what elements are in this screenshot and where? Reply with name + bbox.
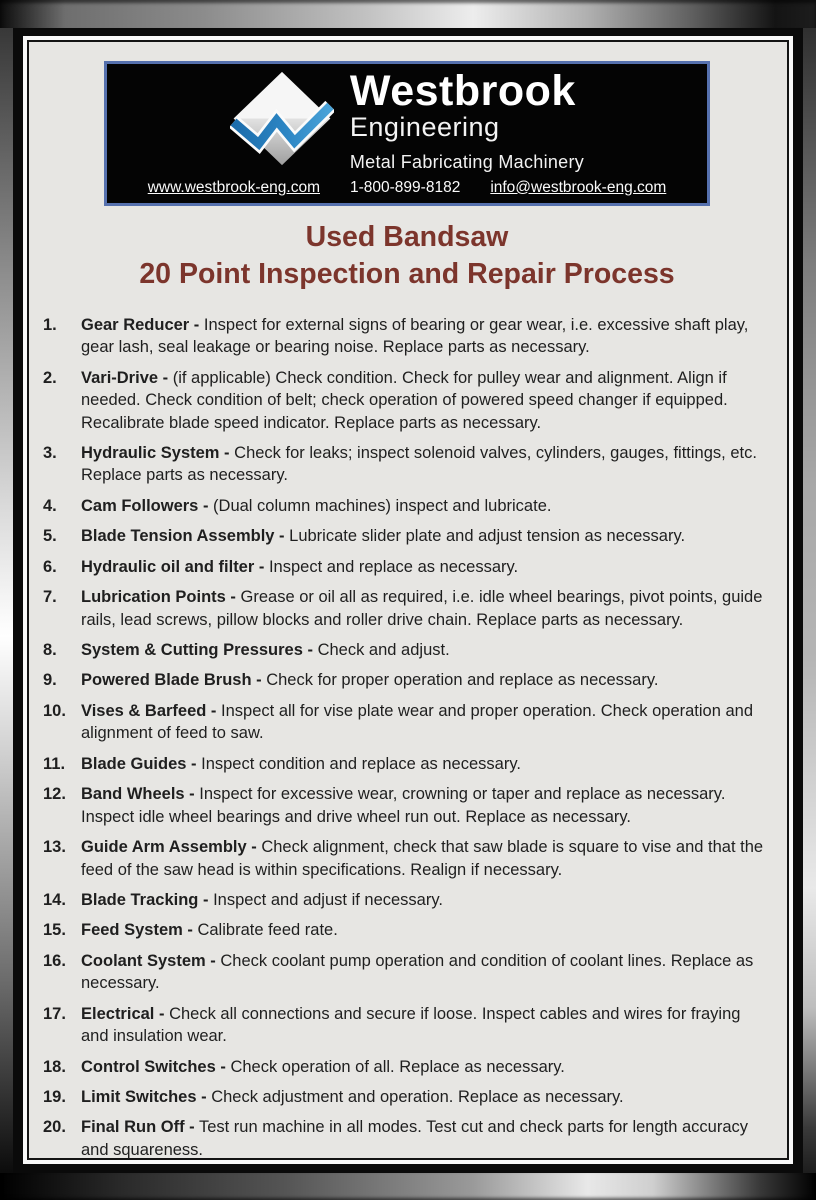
list-item	[43, 889, 771, 911]
item-number: 18.	[43, 1057, 66, 1076]
item-text: Electrical - Check all connections and secure if loose. Inspect cables and wires for fraying and insulation wear.	[81, 1004, 741, 1046]
item-text: Blade Tracking - Inspect and adjust if necessary.	[81, 890, 443, 909]
document-border	[13, 28, 803, 1173]
item-text: Blade Tension Assembly - Lubricate slider plate and adjust tension as necessary.	[81, 527, 686, 546]
item-label: Feed System -	[81, 921, 193, 940]
item-number: 3.	[43, 443, 57, 462]
list-item	[43, 700, 771, 745]
document	[23, 36, 793, 1164]
website-link[interactable]: www.westbrook-eng.com	[147, 178, 320, 196]
list-item	[43, 669, 771, 691]
item-text: Lubrication Points - Grease or oil all as required, i.e. idle wheel bearings, pivot points, guide rails, lead screws, pillow blocks and roller drive chain. Replace parts as necessary.	[81, 588, 763, 629]
brand-tagline: Metal Fabricating Machinery	[349, 151, 585, 172]
item-text: Hydraulic System - Check for leaks; inspect solenoid valves, cylinders, gauges, fittings, etc. Replace parts as necessary.	[81, 443, 757, 485]
inspection-list	[43, 314, 771, 1162]
brand-header	[104, 61, 710, 206]
brand-header-top	[117, 67, 697, 173]
list-item	[43, 367, 771, 434]
metal-frame-bottom	[0, 1173, 816, 1200]
item-label: Blade Tension Assembly -	[81, 527, 285, 546]
list-item	[43, 919, 771, 941]
metal-frame-left	[0, 0, 13, 1200]
westbrook-diamond-logo-icon	[230, 70, 334, 172]
list-item	[43, 783, 771, 828]
item-number: 2.	[43, 368, 57, 387]
item-label: Coolant System -	[81, 951, 216, 970]
item-label: Electrical -	[81, 1004, 165, 1023]
email-link[interactable]: info@westbrook-eng.com	[490, 178, 667, 196]
item-number: 20.	[43, 1118, 66, 1137]
list-item	[43, 586, 771, 631]
list-item	[43, 1056, 771, 1078]
item-number: 15.	[43, 921, 66, 940]
item-text: Limit Switches - Check adjustment and operation. Replace as necessary.	[81, 1088, 624, 1107]
item-label: Cam Followers -	[81, 496, 209, 515]
phone-number: 1-800-899-8182	[350, 178, 461, 196]
page-title	[43, 219, 771, 293]
list-item	[43, 836, 771, 881]
list-item	[43, 1116, 771, 1161]
item-number: 12.	[43, 785, 66, 804]
item-label: Blade Guides -	[81, 754, 197, 773]
item-number: 19.	[43, 1088, 66, 1107]
item-number: 5.	[43, 527, 57, 546]
list-item	[43, 495, 771, 517]
item-number: 4.	[43, 496, 57, 515]
item-text: Band Wheels - Inspect for excessive wear, crowning or taper and replace as necessary. Inspect idle wheel bearings and drive wheel run out. Replace as necessary.	[81, 785, 726, 826]
contact-row	[117, 179, 697, 197]
item-label: Gear Reducer -	[81, 315, 200, 334]
item-text: Powered Blade Brush - Check for proper operation and replace as necessary.	[81, 671, 659, 690]
item-number: 17.	[43, 1004, 66, 1023]
item-text: Vari-Drive - (if applicable) Check condition. Check for pulley wear and alignment. Align if needed. Check condition of belt; check operation of powered speed changer if equipped. Recalibrate blade speed indicator. Replace parts as necessary.	[81, 368, 728, 432]
item-label: Guide Arm Assembly -	[81, 838, 257, 857]
item-text: Final Run Off - Test run machine in all modes. Test cut and check parts for length accuracy and squareness.	[81, 1118, 749, 1159]
list-item	[43, 556, 771, 578]
item-number: 8.	[43, 641, 57, 660]
item-text: Hydraulic oil and filter - Inspect and replace as necessary.	[81, 557, 519, 576]
item-text: Vises & Barfeed - Inspect all for vise plate wear and proper operation. Check operation and alignment of feed to saw.	[81, 701, 754, 743]
item-text: Cam Followers - (Dual column machines) inspect and lubricate.	[81, 496, 552, 515]
item-label: Vari-Drive -	[81, 368, 169, 387]
brand-name: Westbrook	[349, 67, 576, 115]
list-item	[43, 442, 771, 487]
item-text: Feed System - Calibrate feed rate.	[81, 921, 338, 940]
item-text: System & Cutting Pressures - Check and adjust.	[81, 641, 450, 660]
item-label: Hydraulic System -	[81, 443, 230, 462]
item-label: System & Cutting Pressures -	[81, 641, 313, 660]
item-number: 11.	[43, 754, 66, 773]
page-title-line1: Used Bandsaw	[305, 220, 509, 253]
item-label: Hydraulic oil and filter -	[81, 557, 265, 576]
brand-subtitle: Engineering	[349, 112, 500, 142]
item-label: Limit Switches -	[81, 1088, 207, 1107]
item-number: 6.	[43, 557, 57, 576]
item-number: 10.	[43, 701, 66, 720]
item-label: Blade Tracking -	[81, 890, 209, 909]
item-label: Final Run Off -	[81, 1118, 195, 1137]
list-item	[43, 1086, 771, 1108]
item-number: 16.	[43, 951, 66, 970]
item-label: Control Switches -	[81, 1057, 226, 1076]
item-number: 14.	[43, 890, 66, 909]
item-label: Powered Blade Brush -	[81, 671, 262, 690]
item-number: 7.	[43, 588, 57, 607]
list-item	[43, 525, 771, 547]
brand-text-block	[349, 67, 585, 173]
page-title-line2: 20 Point Inspection and Repair Process	[139, 257, 675, 290]
item-number: 13.	[43, 838, 66, 857]
item-number: 9.	[43, 671, 57, 690]
list-item	[43, 1003, 771, 1048]
item-text: Control Switches - Check operation of all. Replace as necessary.	[81, 1057, 565, 1076]
item-label: Band Wheels -	[81, 785, 195, 804]
metal-frame-top	[0, 0, 816, 28]
list-item	[43, 314, 771, 359]
list-item	[43, 950, 771, 995]
item-text: Gear Reducer - Inspect for external signs of bearing or gear wear, i.e. excessive shaft play, gear lash, seal leakage or bearing noise. Replace parts as necessary.	[81, 315, 749, 357]
item-number: 1.	[43, 315, 57, 334]
item-text: Blade Guides - Inspect condition and replace as necessary.	[81, 754, 521, 773]
list-item	[43, 753, 771, 775]
list-item	[43, 639, 771, 661]
item-text: Guide Arm Assembly - Check alignment, check that saw blade is square to vise and that the feed of the saw head is within specifications. Realign if necessary.	[81, 838, 764, 879]
item-text: Coolant System - Check coolant pump operation and condition of coolant lines. Replace as necessary.	[81, 951, 754, 993]
item-label: Vises & Barfeed -	[81, 701, 217, 720]
item-label: Lubrication Points -	[81, 588, 236, 607]
metal-frame-right	[803, 0, 816, 1200]
